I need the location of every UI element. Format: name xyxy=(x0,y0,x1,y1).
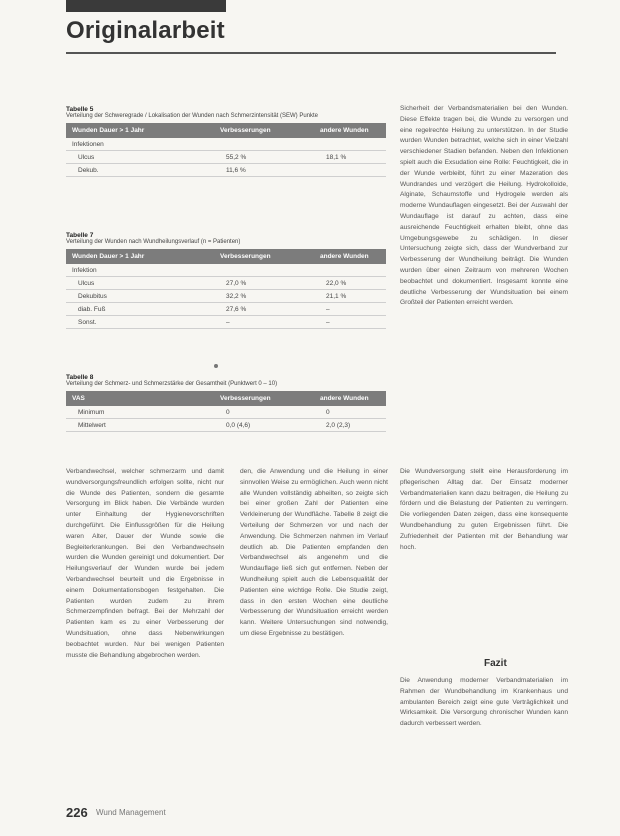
section-title: Originalarbeit xyxy=(66,17,225,44)
table-cell: 2,0 (2,3) xyxy=(326,421,351,429)
table-cell: diab. Fuß xyxy=(78,305,106,313)
body-text-right-column: Sicherheit der Verbandsmaterialien bei den Wunden. Diese Effekte tragen bei, die Wunde zu versorgen und eine regelrechte Heilung zu unterstützen. In der Studie wurden Wunden betrachtet, welche sich in einer Vielzahl verschiedener Stadien befanden. Neben den Infektionen spielt auch die Exsudation eine Rolle: Feuchtigkeit, die in der Wunde verbleibt, führt zu einer Mazeration des Wundrandes und verzögert die Heilung. Hydrokolloide, Alginate, Schaumstoffe und Hydrogele werden als moderne Wundauflagen eingesetzt. Bei der Auswahl der Wundauflage ist darauf zu achten, dass eine ausreichende Feuchtigkeit erhalten bleibt, ohne das Umgebungsgewebe zu schädigen. In dieser Untersuchung zeigte sich, dass der Wundverband zur Verbesserung der Wundheilung beiträgt. Die Wunden wurden über einen Zeitraum von mehreren Wochen beobachtet und dokumentiert. Insgesamt konnte eine deutliche Verbesserung der Wundsituation bei einem Großteil der Patienten erreicht werden. xyxy=(400,105,568,307)
column-header: Verbesserungen xyxy=(220,253,271,260)
table-cell: Minimum xyxy=(78,408,105,416)
table-8 xyxy=(66,374,386,432)
column-header: VAS xyxy=(72,395,85,402)
column-header: Wunden Dauer > 1 Jahr xyxy=(72,127,145,134)
column-header: Verbesserungen xyxy=(220,127,271,134)
column-header: andere Wunden xyxy=(320,127,369,134)
table-cell: 27,6 % xyxy=(226,305,247,313)
table-cell: Mittelwert xyxy=(78,421,106,429)
table-group-label: Infektionen xyxy=(66,138,386,151)
table-cell: 21,1 % xyxy=(326,292,347,300)
body-text-column-2: den, die Anwendung und die Heilung in einer sinnvollen Weise zu ermöglichen. Auch wenn nicht alle Wunden vollständig abheilten, so zeigte sich bei einer großen Zahl der Patienten eine Verkleinerung der Wundfläche. Tabelle 8 zeigt die Verteilung der Schmerzen vor und nach der Anwendung. Die Schmerzen nahmen im Verlauf deutlich ab. Die Patienten empfanden den Verbandwechsel als angenehm und die Wundauflage ließ sich gut entfernen. Neben der Wundheilung spielt auch die Lebensqualität der Patienten eine wichtige Rolle. Die Studie zeigt, dass in den ersten Wochen eine deutliche Verbesserung der Wundsituation erreicht werden kann. Weitere Untersuchungen sind notwendig, um diese Ergebnisse zu bestätigen. xyxy=(240,468,388,637)
table-cell: Ulcus xyxy=(78,153,95,161)
table-7 xyxy=(66,232,386,329)
table-row xyxy=(66,419,386,432)
table-cell: 0,0 (4,6) xyxy=(226,421,251,429)
table-header xyxy=(66,249,386,264)
column-header: andere Wunden xyxy=(320,395,369,402)
table-caption: Verteilung der Schmerz- und Schmerzstärke der Gesamtheit (Punktwert 0 – 10) xyxy=(66,381,278,387)
table-caption: Verteilung der Schweregrade / Lokalisation der Wunden nach Schmerzintensität (SEW) Punkte xyxy=(66,113,319,119)
table-group-label: Infektion xyxy=(66,264,386,277)
column-header: Wunden Dauer > 1 Jahr xyxy=(72,253,145,260)
header-bar xyxy=(66,0,226,12)
table-header xyxy=(66,123,386,138)
table-title: Tabelle 5 xyxy=(66,106,94,113)
journal-name: Wund Management xyxy=(96,808,166,817)
table-row xyxy=(66,290,386,303)
table-row xyxy=(66,303,386,316)
table-caption: Verteilung der Wunden nach Wundheilungsverlauf (n = Patienten) xyxy=(66,239,241,245)
table-cell: 18,1 % xyxy=(326,153,347,161)
decorative-dot xyxy=(214,364,218,368)
table-row xyxy=(66,164,386,177)
page-number: 226 xyxy=(66,805,88,820)
table-header xyxy=(66,391,386,406)
header-rule xyxy=(66,52,556,54)
table-cell: – xyxy=(326,305,330,313)
table-cell: 32,2 % xyxy=(226,292,247,300)
table-cell: Sonst. xyxy=(78,318,97,326)
table-cell: Dekub. xyxy=(78,166,99,174)
table-row xyxy=(66,316,386,329)
table-row xyxy=(66,406,386,419)
table-cell: 22,0 % xyxy=(326,279,347,287)
table-title: Tabelle 7 xyxy=(66,232,94,239)
table-row xyxy=(66,277,386,290)
table-cell: – xyxy=(226,318,230,326)
table-cell: 0 xyxy=(326,408,330,416)
body-text-column-1: Verbandwechsel, welcher schmerzarm und damit wundversorgungsfreundlich erfolgen sollte, nicht nur die Wunde des Patienten, sondern die gesamte Versorgung im Blick haben. Die Verbände wurden unter Einhaltung der Hygienevorschriften durchgeführt. Die Einflussgrößen für die Heilung waren Alter, Dauer der Wunde sowie die Begleiterkrankungen. Bei den Verbandwechseln wurden die Wunden gereinigt und dokumentiert. Der Heilungsverlauf der Wunden wurde bei jedem Verbandwechsel beurteilt und die Ergebnisse in einem Dokumentationsbogen festgehalten. Die Patienten wurden zudem zu ihrem Schmerzempfinden befragt. Bei der Mehrzahl der Patienten kam es zu einer Verbesserung der Wundsituation, ohne dass Nebenwirkungen beobachtet wurden. Nur bei wenigen Patienten musste die Behandlung abgebrochen werden. xyxy=(66,468,224,659)
table-cell: 11,6 % xyxy=(226,166,246,174)
fazit-heading: Fazit xyxy=(484,658,507,669)
table-cell: – xyxy=(326,318,330,326)
table-cell: 55,2 % xyxy=(226,153,247,161)
column-header: Verbesserungen xyxy=(220,395,271,402)
fazit-text: Die Anwendung moderner Verbandmaterialien im Rahmen der Wundbehandlung im Krankenhaus und ambulanten Bereich zeigt eine gute Verträglichkeit und Wirksamkeit. Die Versorgung chronischer Wunden kann dadurch verbessert werden. xyxy=(400,677,568,728)
table-cell: 0 xyxy=(226,408,230,416)
table-cell: Dekubitus xyxy=(78,292,107,300)
table-cell: Ulcus xyxy=(78,279,95,287)
column-header: andere Wunden xyxy=(320,253,369,260)
table-5 xyxy=(66,106,386,177)
table-cell: 27,0 % xyxy=(226,279,247,287)
body-text-column-3: Die Wundversorgung stellt eine Herausforderung im pflegerischen Alltag dar. Der Einsatz moderner Verbandmaterialien kann dazu beitragen, die Heilung zu fördern und die Belastung der Patienten zu verringern. Die vorliegenden Daten zeigen, dass eine konsequente Wundbehandlung zu guten Ergebnissen führt. Die Zufriedenheit der Patienten mit der Behandlung war hoch. xyxy=(400,468,568,551)
table-title: Tabelle 8 xyxy=(66,374,94,381)
table-row xyxy=(66,151,386,164)
